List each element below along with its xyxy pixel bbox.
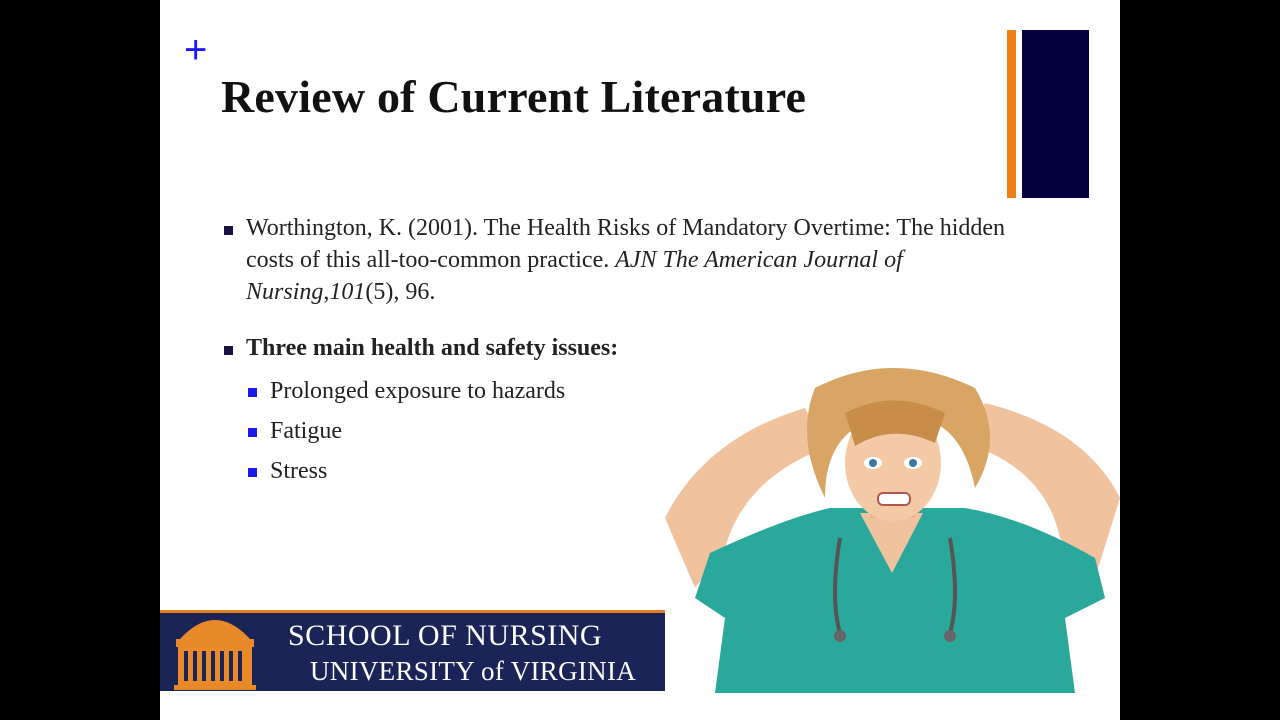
citation-journal: AJN The American Journal of Nursing: [246, 247, 903, 305]
list-item: [270, 415, 342, 447]
bullet-square-icon: [248, 428, 257, 437]
issue-label: Fatigue: [270, 418, 342, 444]
issues-heading-bullet: [246, 332, 618, 364]
bullet-square-icon: [224, 346, 233, 355]
citation-text: Worthington, K. (2001). The Health Risks of Mandatory Overtime: The hidden costs of this all-too-common practice.: [246, 215, 1006, 273]
issue-label: Stress: [270, 458, 328, 484]
citation-volume: 101: [329, 279, 366, 305]
list-item: [270, 375, 565, 407]
issue-label: Prolonged exposure to hazards: [270, 378, 566, 404]
accent-bar-navy: [1022, 30, 1089, 198]
bullet-square-icon: [248, 388, 257, 397]
logo-school-name: SCHOOL OF NURSING: [288, 619, 603, 652]
rotunda-icon: [172, 601, 258, 691]
logo-university-name: UNIVERSITY of VIRGINIA: [310, 656, 637, 686]
issues-heading: Three main health and safety issues:: [246, 335, 619, 361]
accent-bar-orange: [1007, 30, 1016, 198]
bullet-square-icon: [248, 468, 257, 477]
slide-title: Review of Current Literature: [221, 71, 807, 122]
list-item: [270, 455, 327, 487]
school-logo-banner: [160, 610, 665, 691]
citation-bullet: Worthington, K. (2001). The Health Risks of Mandatory Overtime: The hidden costs of this all-too-common practice. AJN The American Journal of Nursing,101(5), 96.: [246, 212, 1006, 308]
bullet-square-icon: [224, 226, 233, 235]
slide: [160, 0, 1120, 720]
citation-issue-pages: (5), 96.: [365, 279, 436, 305]
plus-icon: +: [184, 28, 208, 72]
stressed-nurse-photo: [665, 368, 1120, 693]
